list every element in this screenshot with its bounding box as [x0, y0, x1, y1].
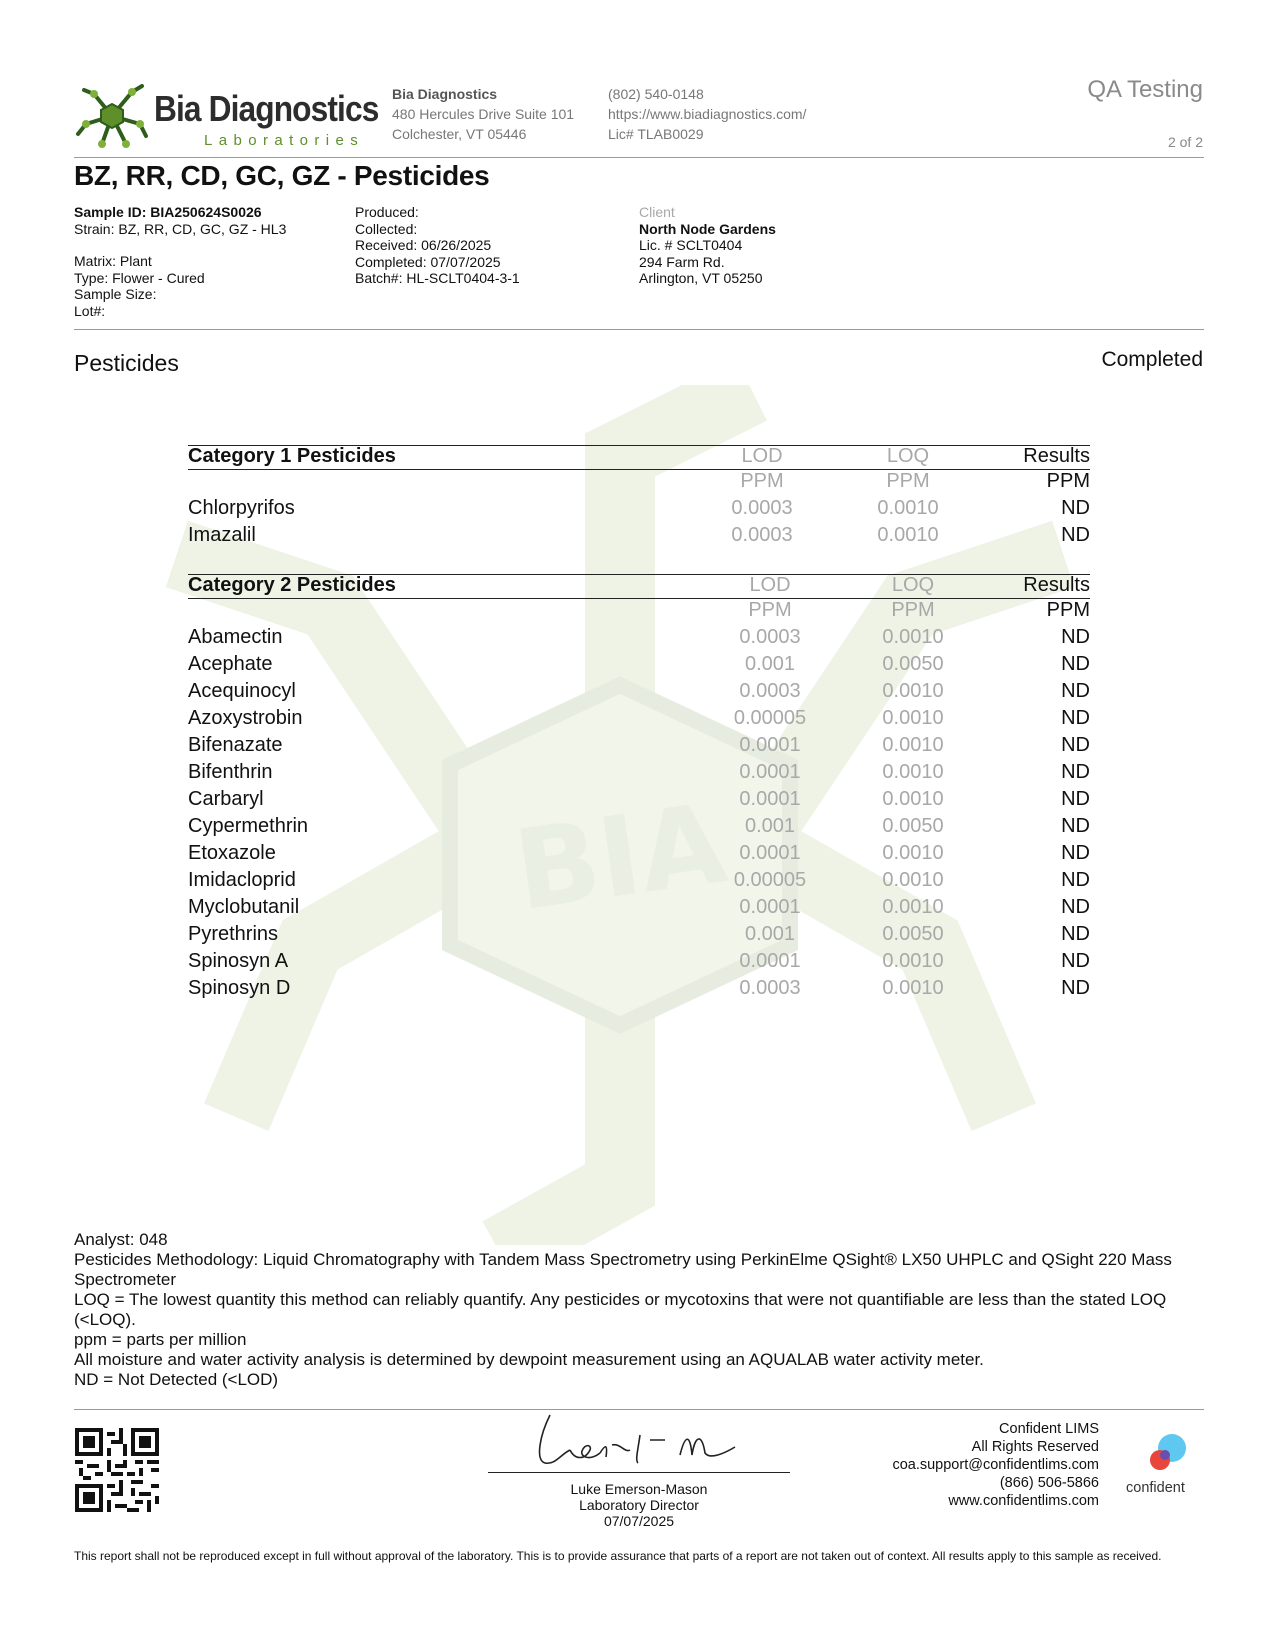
result-value: ND	[1061, 815, 1090, 837]
moisture-note: All moisture and water activity analysis is determined by dewpoint measurement using an AQUALAB water activity meter.	[74, 1350, 984, 1369]
result-value: ND	[1061, 788, 1090, 810]
lab-address-block	[392, 84, 574, 144]
page-title: BZ, RR, CD, GC, GZ - Pesticides	[74, 160, 490, 191]
lod-value: 0.0001	[739, 734, 801, 756]
result-value: ND	[1061, 923, 1090, 945]
analyte-name: Azoxystrobin	[188, 707, 303, 729]
client-label: Client	[639, 204, 675, 220]
results-header: Results	[1023, 574, 1090, 596]
produced-date: Produced:	[355, 204, 419, 220]
result-value: ND	[1061, 869, 1090, 891]
units-row	[188, 470, 1090, 496]
signatory-title: Laboratory Director	[579, 1497, 699, 1513]
signature-line	[488, 1472, 790, 1473]
completed-date: Completed: 07/07/2025	[355, 253, 501, 270]
client-address-line2: Arlington, VT 05250	[639, 270, 763, 286]
result-value: ND	[1061, 707, 1090, 729]
confident-logo	[1122, 1432, 1212, 1502]
confident-logo-icon	[1136, 1432, 1196, 1478]
lod-value: 0.00005	[733, 869, 807, 891]
loq-value: 0.0010	[882, 680, 944, 702]
loq-value: 0.0010	[882, 950, 944, 972]
result-value: ND	[1061, 680, 1090, 702]
page-number: 2 of 2	[1167, 134, 1203, 150]
methodology-note: Pesticides Methodology: Liquid Chromatography with Tandem Mass Spectrometry using PerkinElme QSight® LX50 UHPLC and QSight 220 Mass Spectrometer	[74, 1250, 1172, 1289]
loq-value: 0.0050	[882, 653, 944, 675]
lod-value: 0.0003	[739, 626, 801, 648]
analyte-name: Spinosyn D	[188, 977, 291, 999]
confident-wordmark: confident	[1126, 1480, 1185, 1496]
loq-value: 0.0010	[882, 788, 944, 810]
lod-header: LOD	[749, 574, 791, 596]
table-row	[188, 977, 1090, 1004]
loq-value: 0.0050	[882, 815, 944, 837]
lod-value: 0.0003	[739, 680, 801, 702]
lod-value: 0.0001	[739, 950, 801, 972]
analyst-id: Analyst: 048	[74, 1230, 168, 1249]
lod-value: 0.001	[744, 815, 796, 837]
header-divider	[74, 157, 1204, 158]
loq-value: 0.0010	[882, 977, 944, 999]
method-notes	[74, 1230, 1204, 1390]
table-row	[188, 734, 1090, 761]
client-info	[639, 204, 776, 287]
table-title: Category 1 Pesticides	[188, 445, 396, 467]
lod-value: 0.001	[744, 923, 796, 945]
client-name: North Node Gardens	[639, 220, 776, 237]
result-value: ND	[1061, 734, 1090, 756]
lod-value: 0.00005	[733, 707, 807, 729]
lab-address-line1: 480 Hercules Drive Suite 101	[392, 106, 575, 122]
analyte-name: Etoxazole	[188, 842, 276, 864]
loq-header: LOQ	[891, 574, 935, 596]
loq-value: 0.0010	[882, 707, 944, 729]
analyte-name: Carbaryl	[188, 788, 264, 810]
bia-logo	[74, 80, 379, 152]
result-value: ND	[1061, 896, 1090, 918]
lab-website-link[interactable]: https://www.biadiagnostics.com/	[608, 106, 807, 122]
table-row	[188, 707, 1090, 734]
result-value: ND	[1061, 761, 1090, 783]
signature-date: 07/07/2025	[603, 1513, 675, 1529]
qa-testing-label: QA Testing	[1087, 76, 1203, 103]
table-header	[188, 574, 1090, 600]
table-title: Category 2 Pesticides	[188, 574, 396, 596]
results-header: Results	[1023, 445, 1090, 467]
sample-type: Type: Flower - Cured	[74, 269, 205, 286]
analyte-name: Myclobutanil	[188, 896, 300, 918]
status-badge: Completed	[1101, 348, 1203, 371]
loq-value: 0.0010	[882, 734, 944, 756]
loq-definition: LOQ = The lowest quantity this method can reliably quantify. Any pesticides or mycotoxins that were not quantifiable are less than the stated LOQ (<LOQ).	[74, 1290, 1167, 1329]
section-title: Pesticides	[74, 350, 179, 376]
qr-code-icon[interactable]	[75, 1428, 159, 1512]
sample-lot: Lot#:	[74, 302, 106, 319]
table-row	[188, 923, 1090, 950]
lod-value: 0.0003	[731, 524, 793, 546]
loq-header: LOQ	[886, 445, 930, 467]
table-row	[188, 950, 1090, 977]
analyte-name: Imidacloprid	[188, 869, 296, 891]
loq-value: 0.0010	[882, 869, 944, 891]
signature-image	[530, 1405, 750, 1475]
analyte-name: Acequinocyl	[188, 680, 296, 702]
nd-definition: ND = Not Detected (<LOD)	[74, 1370, 279, 1389]
analyte-name: Abamectin	[188, 626, 283, 648]
lims-contact	[892, 1420, 1099, 1510]
lod-value: 0.0001	[739, 842, 801, 864]
analyte-name: Pyrethrins	[188, 923, 279, 945]
table-row	[188, 680, 1090, 707]
sample-matrix: Matrix: Plant	[74, 253, 152, 269]
lab-contact-block	[608, 84, 806, 144]
result-value: ND	[1061, 950, 1090, 972]
sample-strain: Strain: BZ, RR, CD, GC, GZ - HL3	[74, 220, 287, 237]
lod-value: 0.0001	[739, 896, 801, 918]
result-value: ND	[1061, 977, 1090, 999]
logo-wordmark: Bia Diagnostics	[154, 88, 379, 129]
lod-value: 0.0003	[731, 497, 793, 519]
lab-license: Lic# TLAB0029	[608, 126, 704, 142]
ppm-definition: ppm = parts per million	[74, 1330, 247, 1349]
analyte-name: Chlorpyrifos	[188, 497, 295, 519]
table-row	[188, 815, 1090, 842]
loq-value: 0.0010	[882, 761, 944, 783]
received-date: Received: 06/26/2025	[355, 237, 492, 253]
lod-value: 0.0001	[739, 788, 801, 810]
lims-website-link[interactable]: www.confidentlims.com	[948, 1493, 1099, 1509]
result-value: ND	[1061, 842, 1090, 864]
lab-address-line2: Colchester, VT 05446	[392, 126, 527, 142]
table-row	[188, 869, 1090, 896]
lod-unit: PPM	[748, 599, 792, 621]
loq-value: 0.0010	[882, 842, 944, 864]
sample-size: Sample Size:	[74, 286, 157, 302]
bia-molecule-icon	[74, 80, 150, 152]
loq-value: 0.0010	[882, 626, 944, 648]
table-row	[188, 896, 1090, 923]
units-row	[188, 599, 1090, 625]
table-row	[188, 761, 1090, 788]
analyte-name: Acephate	[188, 653, 273, 675]
lims-phone: (866) 506-5866	[999, 1475, 1099, 1491]
loq-unit: PPM	[891, 599, 935, 621]
result-value: ND	[1061, 524, 1090, 546]
sample-dates	[355, 204, 520, 287]
table-row	[188, 626, 1090, 653]
lod-value: 0.001	[744, 653, 796, 675]
table-row	[188, 842, 1090, 869]
signatory-block	[488, 1481, 790, 1529]
lod-value: 0.0003	[739, 977, 801, 999]
table-row	[188, 653, 1090, 680]
analyte-name: Bifenthrin	[188, 761, 273, 783]
result-value: ND	[1061, 497, 1090, 519]
lod-value: 0.0001	[739, 761, 801, 783]
info-divider	[74, 329, 1204, 330]
result-value: ND	[1061, 653, 1090, 675]
lod-unit: PPM	[740, 470, 784, 492]
svg-text:BIA: BIA	[507, 778, 734, 935]
result-value: ND	[1061, 626, 1090, 648]
lod-header: LOD	[741, 445, 783, 467]
sample-info	[74, 204, 286, 319]
lims-name: Confident LIMS	[999, 1421, 1099, 1437]
sample-id: Sample ID: BIA250624S0026	[74, 204, 262, 220]
signatory-name: Luke Emerson-Mason	[570, 1481, 708, 1497]
batch-number: Batch#: HL-SCLT0404-3-1	[355, 270, 520, 286]
table-row	[188, 497, 1090, 524]
analyte-name: Spinosyn A	[188, 950, 289, 972]
analyte-name: Imazalil	[188, 524, 256, 546]
table-row	[188, 524, 1090, 551]
results-unit: PPM	[1046, 599, 1090, 621]
collected-date: Collected:	[355, 220, 418, 237]
loq-value: 0.0010	[882, 896, 944, 918]
lab-phone: (802) 540-0148	[608, 86, 704, 102]
table-row	[188, 788, 1090, 815]
loq-value: 0.0010	[877, 524, 939, 546]
analyte-name: Bifenazate	[188, 734, 283, 756]
results-unit: PPM	[1046, 470, 1090, 492]
loq-value: 0.0010	[877, 497, 939, 519]
logo-subtitle: Laboratories	[204, 132, 365, 149]
loq-value: 0.0050	[882, 923, 944, 945]
table-header	[188, 445, 1090, 471]
lims-rights: All Rights Reserved	[971, 1439, 1099, 1455]
client-license: Lic. # SCLT0404	[639, 237, 743, 253]
lims-email-link[interactable]: coa.support@confidentlims.com	[892, 1457, 1099, 1473]
report-disclaimer: This report shall not be reproduced except in full without approval of the laboratory. This is to provide assurance that parts of a report are not taken out of context. All results apply to this sample as received.	[74, 1549, 1162, 1563]
client-address-line1: 294 Farm Rd.	[639, 253, 725, 270]
lab-name: Bia Diagnostics	[392, 86, 498, 102]
loq-unit: PPM	[886, 470, 930, 492]
analyte-name: Cypermethrin	[188, 815, 309, 837]
